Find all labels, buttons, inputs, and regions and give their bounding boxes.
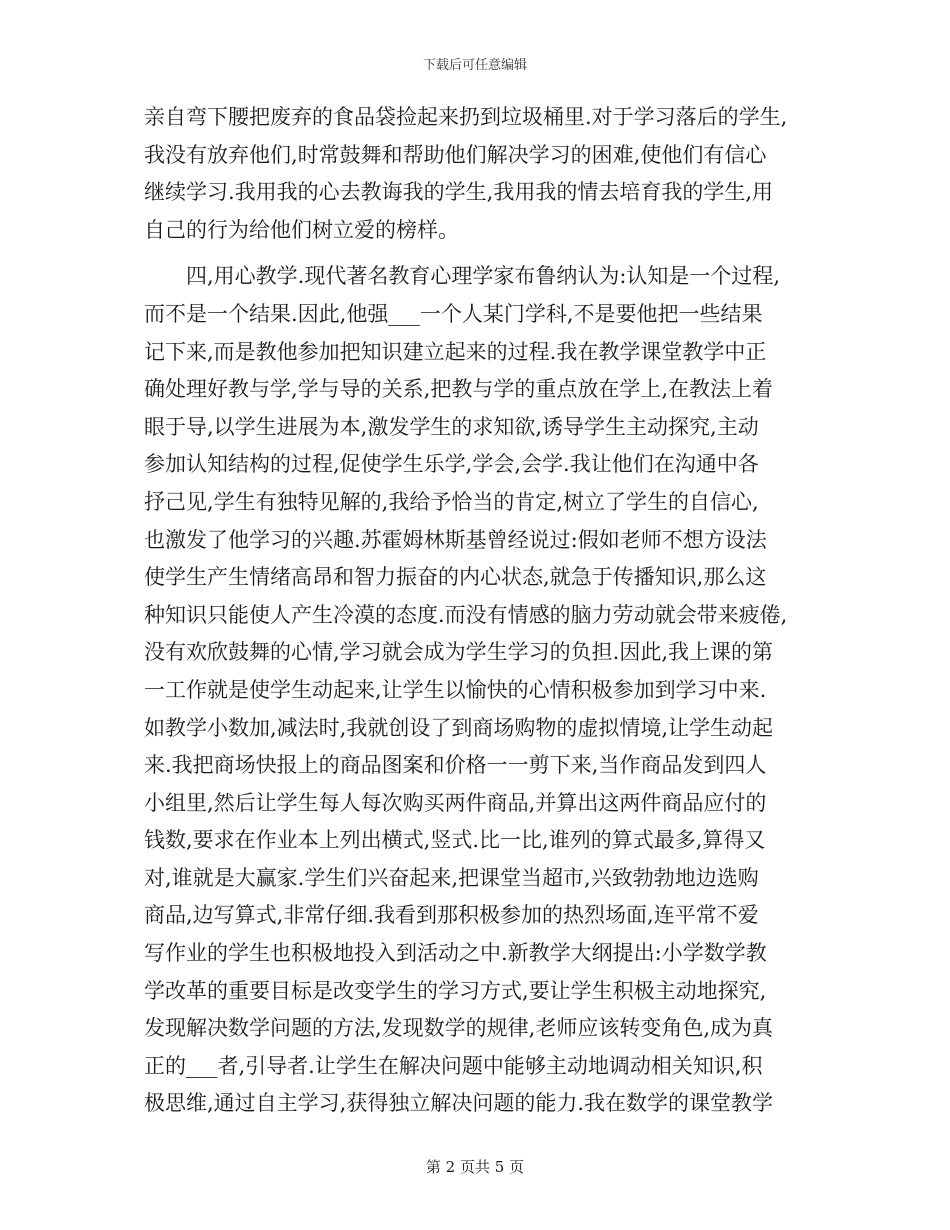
document-body — [144, 99, 816, 1123]
text-line: 如教学小数加,减法时,我就创设了到商场购物的虚拟情境,让学生动起 — [144, 715, 774, 740]
text-line: 记下来,而是教他参加把知识建立起来的过程.我在教学课堂教学中正 — [144, 339, 767, 364]
text-line: 也激发了他学习的兴趣.苏霍姆林斯基曾经说过:假如老师不想方设法 — [144, 527, 767, 552]
text-line: 种知识只能使人产生冷漠的态度.而没有情感的脑力劳动就会带来疲倦, — [144, 602, 788, 627]
text-line: 对,谁就是大赢家.学生们兴奋起来,把课堂当超市,兴致勃勃地边选购 — [144, 865, 759, 890]
text-line: 我没有放弃他们,时常鼓舞和帮助他们解决学习的困难,使他们有信心 — [144, 142, 767, 167]
text-line: 正的___者,引导者.让学生在解决问题中能够主动地调动相关知识,积 — [144, 1053, 763, 1078]
text-line: 四,用心教学.现代著名教育心理学家布鲁纳认为:认知是一个过程, — [186, 264, 781, 289]
text-line: 写作业的学生也积极地投入到活动之中.新教学大纲提出:小学数学教 — [144, 941, 767, 966]
text-line: 确处理好教与学,学与导的关系,把教与学的重点放在学上,在教法上着 — [144, 377, 774, 402]
page-header: 下载后可任意编辑 — [422, 58, 527, 73]
page-footer: 第 2 页共 5 页 — [425, 1158, 525, 1176]
text-line: 眼于导,以学生进展为本,激发学生的求知欲,诱导学生主动探究,主动 — [144, 414, 759, 439]
text-line: 学改革的重要目标是改变学生的学习方式,要让学生积极主动地探究, — [144, 978, 767, 1003]
text-line: 极思维,通过自主学习,获得独立解决问题的能力.我在数学的课堂教学 — [144, 1091, 774, 1116]
text-line: 钱数,要求在作业本上列出横式,竖式.比一比,谁列的算式最多,算得又 — [144, 828, 766, 853]
text-line: 商品,边写算式,非常仔细.我看到那积极参加的热烈场面,连平常不爱 — [144, 903, 759, 928]
text-line: 抒己见,学生有独特见解的,我给予恰当的肯定,树立了学生的自信心, — [144, 489, 759, 514]
text-line: 使学生产生情绪高昂和智力振奋的内心状态,就急于传播知识,那么这 — [144, 565, 767, 590]
text-line: 自己的行为给他们树立爱的榜样。 — [144, 217, 459, 242]
paragraph-1 — [144, 99, 816, 249]
text-line: 亲自弯下腰把废弃的食品袋捡起来扔到垃圾桶里.对于学习落后的学生, — [144, 105, 788, 129]
text-line: 没有欢欣鼓舞的心情,学习就会成为学生学习的负担.因此,我上课的第 — [144, 640, 774, 665]
text-line: 参加认知结构的过程,促使学生乐学,学会,会学.我让他们在沟通中各 — [144, 452, 759, 477]
text-line: 来.我把商场快报上的商品图案和价格一一剪下来,当作商品发到四人 — [144, 753, 767, 778]
text-line: 继续学习.我用我的心去教诲我的学生,我用我的情去培育我的学生,用 — [144, 180, 774, 205]
paragraph-2 — [144, 258, 816, 1123]
text-line: 发现解决数学问题的方法,发现数学的规律,老师应该转变角色,成为真 — [144, 1016, 774, 1041]
text-line: 小组里,然后让学生每人每次购买两件商品,并算出这两件商品应付的 — [144, 790, 767, 815]
text-line: 而不是一个结果.因此,他强___一个人某门学科,不是要他把一些结果 — [144, 301, 763, 326]
text-line: 一工作就是使学生动起来,让学生以愉快的心情积极参加到学习中来. — [144, 677, 767, 702]
